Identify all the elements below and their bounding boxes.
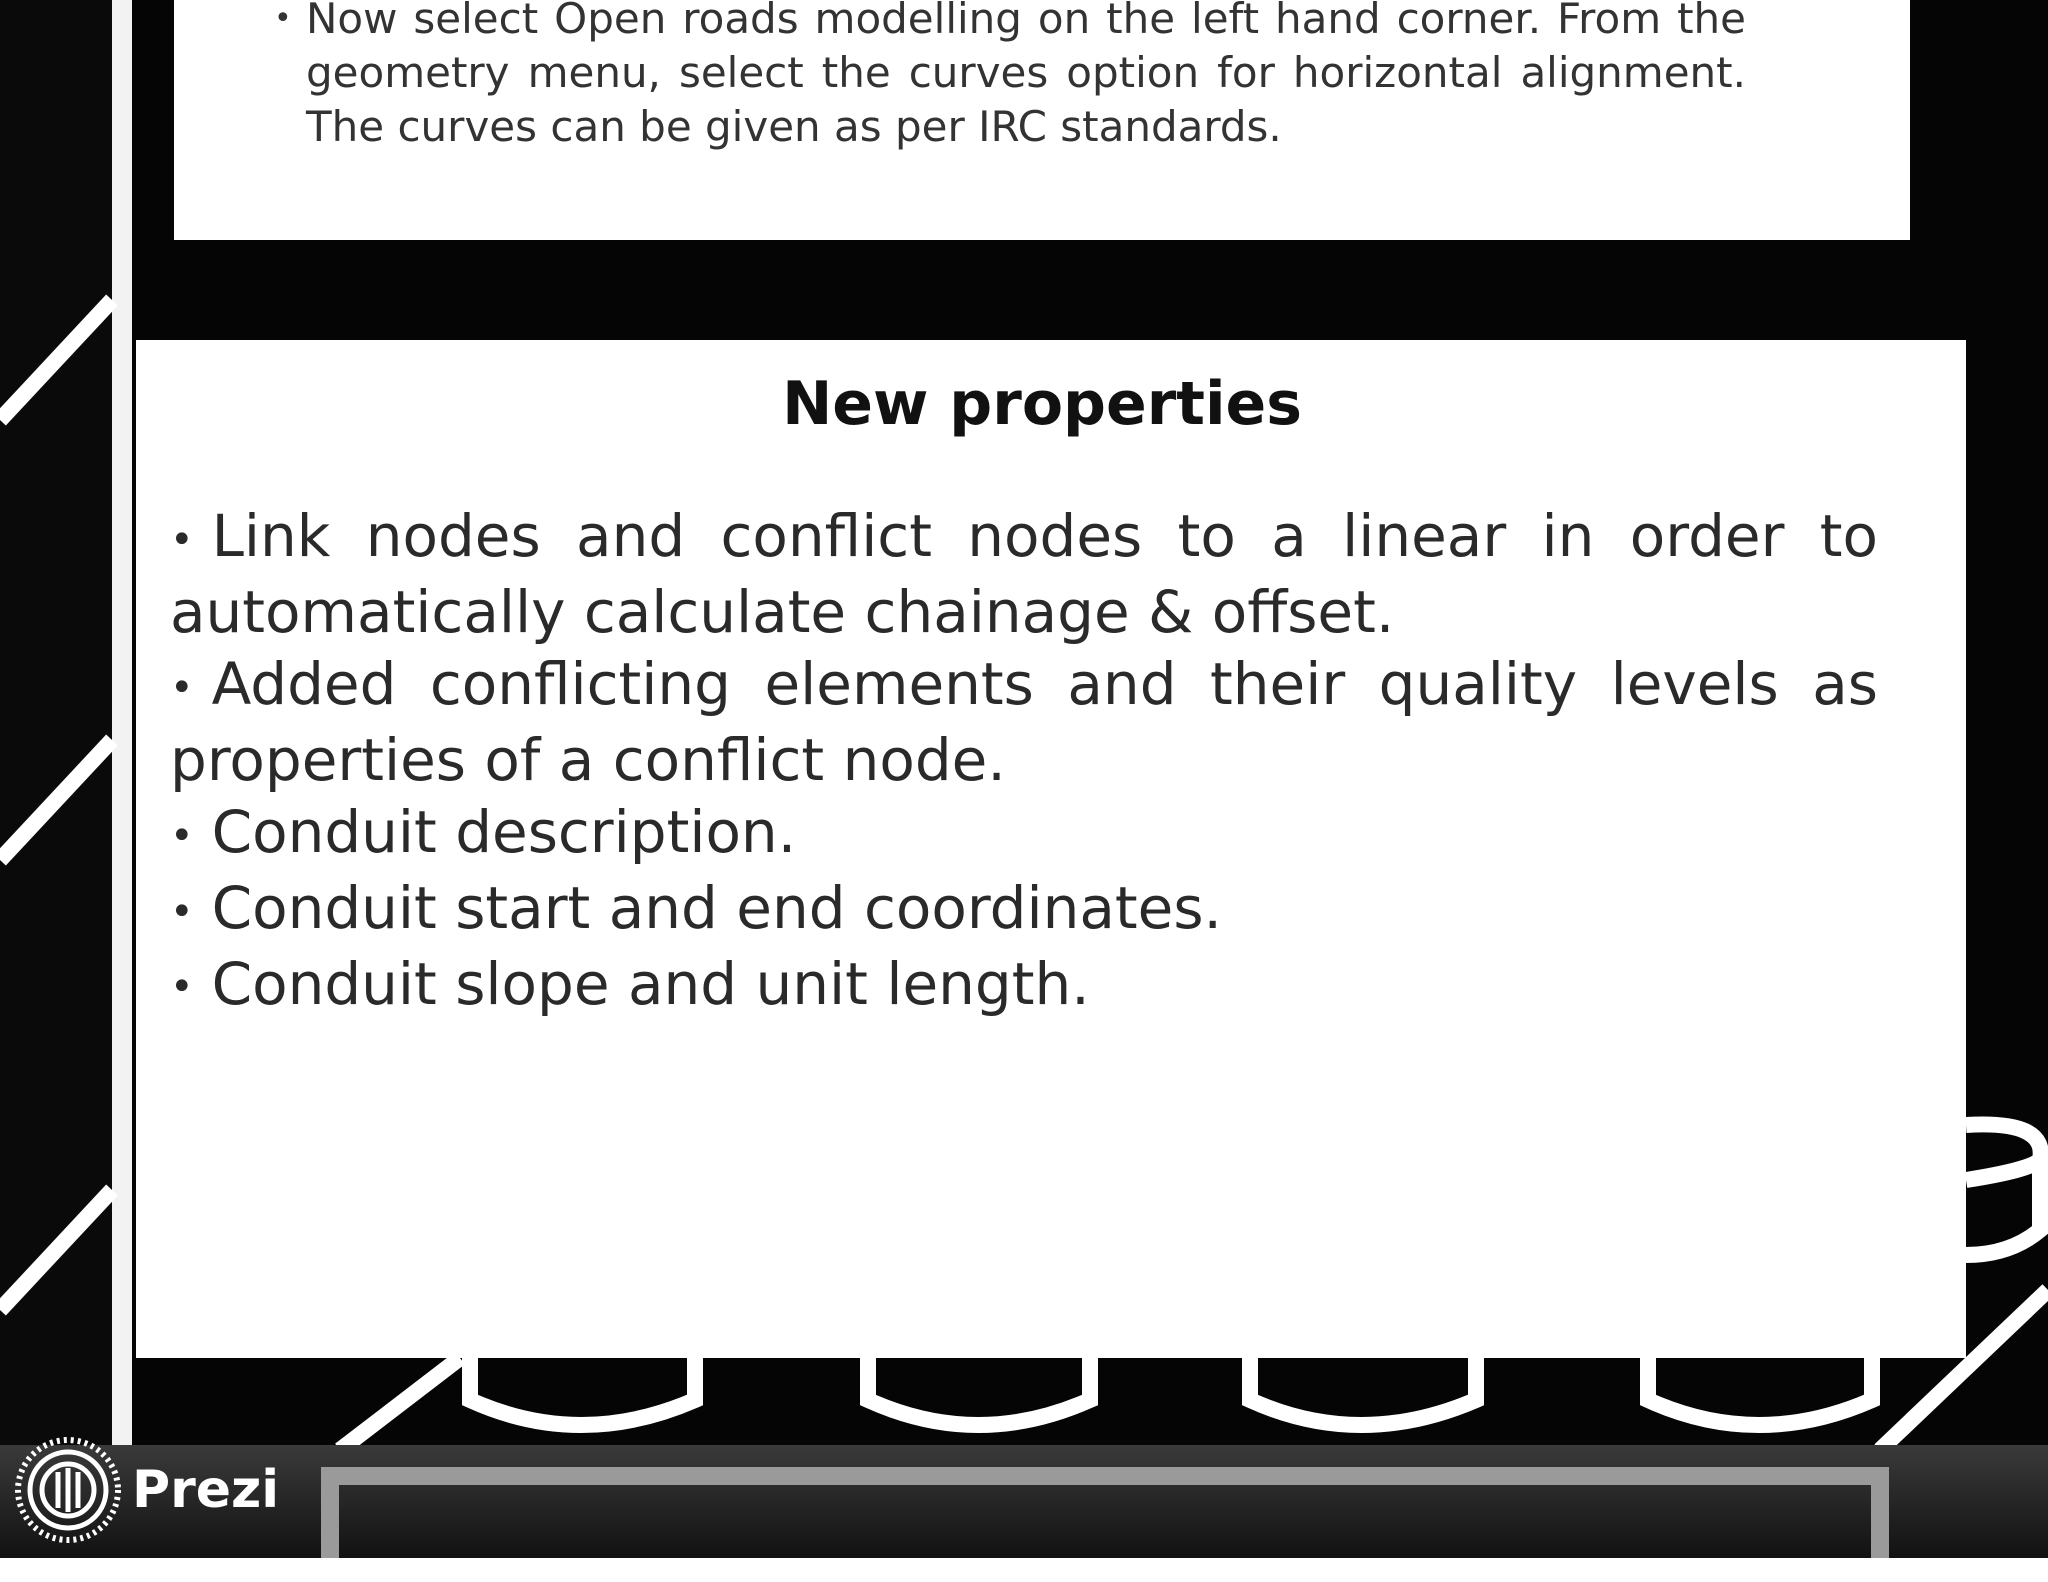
prezi-logo-icon: [12, 1434, 124, 1546]
bullet-item: • Conduit slope and unit length.: [170, 949, 1090, 1018]
previous-slide-card: [174, 0, 1910, 240]
cylinder-3: [1250, 1350, 1476, 1425]
bullet-item: • Conduit start and end coordinates.: [170, 873, 1222, 942]
cylinder-5: [1966, 1124, 2041, 1255]
bullet-item: • Conduit description.: [170, 797, 797, 866]
diagonal-line-bottom: [340, 1358, 460, 1450]
bottom-edge: [0, 1558, 2048, 1582]
bullet-item: • Added conflicting elements and their quality levels as properties of a conflict node.: [170, 649, 1878, 794]
previous-slide-bullets: [306, 0, 1746, 154]
prezi-logo-text: Prezi: [132, 1460, 280, 1520]
cylinder-4: [1648, 1350, 1872, 1425]
slide-title: New properties: [782, 369, 1302, 439]
slide-bullet-list: [170, 500, 1878, 1023]
cylinder-1: [470, 1350, 695, 1425]
bullet-dot-icon: •: [170, 812, 194, 859]
cylinder-5-rim: [1966, 1160, 2040, 1180]
previous-slide-bullet: • Now select Open roads modelling on the left hand corner. From the geometry menu, select the curves option for horizontal alignment. The curves can be given as per IRC standards.: [306, 0, 1746, 154]
bullet-dot-icon: •: [170, 664, 194, 711]
bullet-item: • Link nodes and conflict nodes to a linear in order to automatically calculate chainage & offset.: [170, 502, 1878, 646]
bullet-dot-icon: •: [170, 964, 194, 1011]
prezi-logo[interactable]: [12, 1434, 279, 1546]
cylinder-2: [868, 1350, 1090, 1425]
floor-band: [0, 1445, 2048, 1560]
bullet-dot-icon: •: [170, 516, 194, 563]
bullet-dot-icon: •: [170, 888, 194, 935]
